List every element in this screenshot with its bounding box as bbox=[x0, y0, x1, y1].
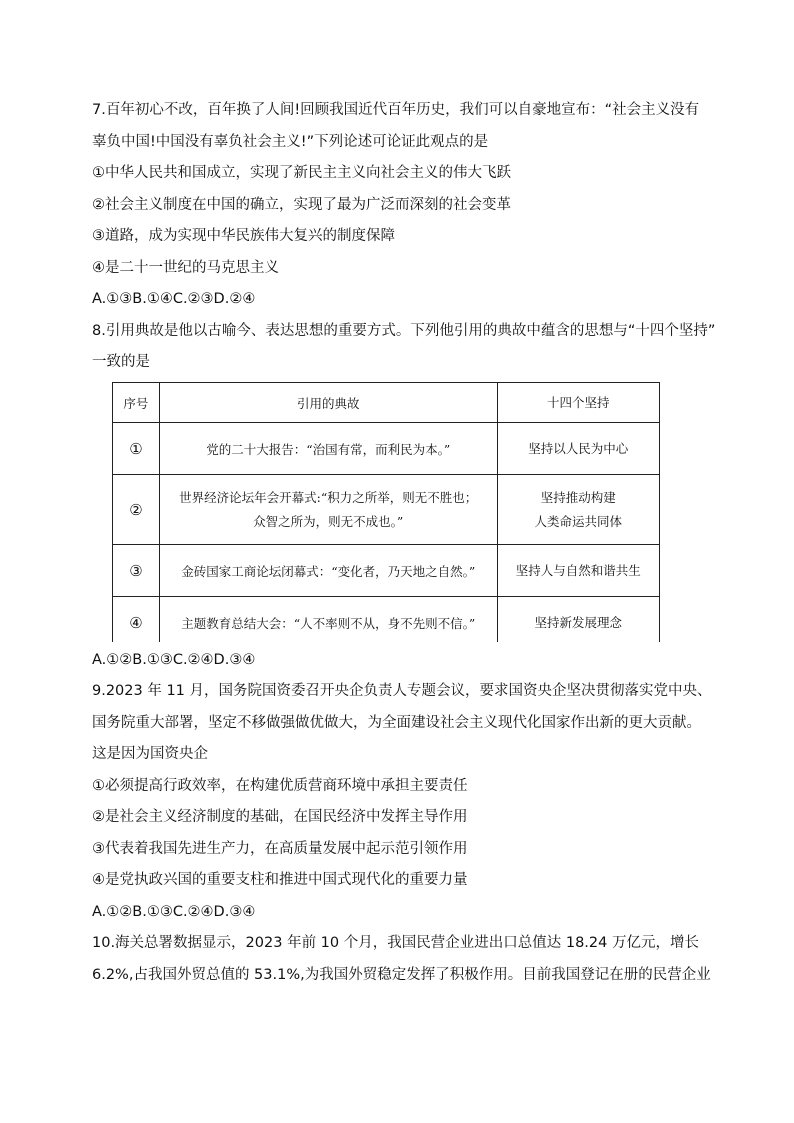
row-quote bbox=[159, 475, 497, 545]
row-adherence: 坚持以人民为中心 bbox=[497, 423, 659, 475]
table-row bbox=[113, 475, 660, 545]
header-quote: 引用的典故 bbox=[159, 383, 497, 423]
row-adherence: 坚持新发展理念 bbox=[497, 597, 659, 649]
q7-option-3: ③道路，成为实现中华民族伟大复兴的制度保障 bbox=[92, 228, 395, 244]
q8-answers: A.①②B.①③C.②④D.③④ bbox=[92, 652, 256, 668]
row-adherence bbox=[497, 475, 659, 545]
q9-answers: A.①②B.①③C.②④D.③④ bbox=[92, 904, 256, 920]
q9-option-2: ②是社会主义经济制度的基础，在国民经济中发挥主导作用 bbox=[92, 809, 468, 825]
row-quote-line1: 世界经济论坛年会开幕式:“积力之所举，则无不胜也； bbox=[179, 489, 478, 505]
table-row bbox=[113, 597, 660, 649]
row-adherence-line2: 人类命运共同体 bbox=[534, 513, 623, 529]
row-no: ④ bbox=[113, 597, 160, 649]
table-row bbox=[113, 423, 660, 475]
q9-stem-line3: 这是因为国资央企 bbox=[92, 746, 208, 762]
header-adherence: 十四个坚持 bbox=[497, 383, 659, 423]
row-quote: 主题教育总结大会：“人不率则不从，身不先则不信。” bbox=[159, 597, 497, 649]
q7-stem-line2: 辜负中国!中国没有辜负社会主义!”下列论述可论证此观点的是 bbox=[92, 134, 489, 150]
q8-stem-line2: 一致的是 bbox=[92, 354, 150, 370]
row-adherence: 坚持人与自然和谐共生 bbox=[497, 545, 659, 597]
q10-stem-line1: 10.海关总署数据显示，2023 年前 10 个月，我国民营企业进出口总值达 18.24 万亿元，增长 bbox=[92, 935, 699, 951]
q7-stem-line1: 7.百年初心不改，百年换了人间!回顾我国近代百年历史，我们可以自豪地宣布：“社会主义没有 bbox=[92, 102, 700, 118]
q7-option-4: ④是二十一世纪的马克思主义 bbox=[92, 260, 279, 276]
q9-stem-line2: 国务院重大部署，坚定不移做强做优做大，为全面建设社会主义现代化国家作出新的更大贡献。 bbox=[92, 715, 701, 731]
q9-option-1: ①必须提高行政效率，在构建优质营商环境中承担主要责任 bbox=[92, 778, 468, 794]
row-no: ② bbox=[113, 475, 160, 545]
header-no: 序号 bbox=[113, 383, 160, 423]
row-adherence-line1: 坚持推动构建 bbox=[540, 489, 616, 505]
row-no: ① bbox=[113, 423, 160, 475]
q9-option-4: ④是党执政兴国的重要支柱和推进中国式现代化的重要力量 bbox=[92, 872, 468, 888]
row-no: ③ bbox=[113, 545, 160, 597]
row-quote: 金砖国家工商论坛闭幕式：“变化者，乃天地之自然。” bbox=[159, 545, 497, 597]
table-header-row bbox=[113, 383, 660, 423]
q9-option-3: ③代表着我国先进生产力，在高质量发展中起示范引领作用 bbox=[92, 841, 468, 857]
q10-stem-line2: 6.2%,占我国外贸总值的 53.1%,为我国外贸稳定发挥了积极作用。目前我国登记在册的民营企业 bbox=[92, 967, 711, 983]
q7-option-1: ①中华人民共和国成立，实现了新民主主义向社会主义的伟大飞跃 bbox=[92, 165, 511, 181]
q8-table bbox=[112, 382, 660, 649]
q7-answers: A.①③B.①④C.②③D.②④ bbox=[92, 291, 256, 307]
q8-stem-line1: 8.引用典故是他以古喻今、表达思想的重要方式。下列他引用的典故中蕴含的思想与“十四个坚持” bbox=[92, 323, 716, 339]
row-quote-line2: 众智之所为，则无不成也。” bbox=[253, 513, 404, 529]
q9-stem-line1: 9.2023 年 11 月，国务院国资委召开央企负责人专题会议，要求国资央企坚决贯彻落实党中央、 bbox=[92, 683, 712, 699]
row-quote: 党的二十大报告：“治国有常，而利民为本。” bbox=[159, 423, 497, 475]
table-row bbox=[113, 545, 660, 597]
q7-option-2: ②社会主义制度在中国的确立，实现了最为广泛而深刻的社会变革 bbox=[92, 197, 511, 213]
